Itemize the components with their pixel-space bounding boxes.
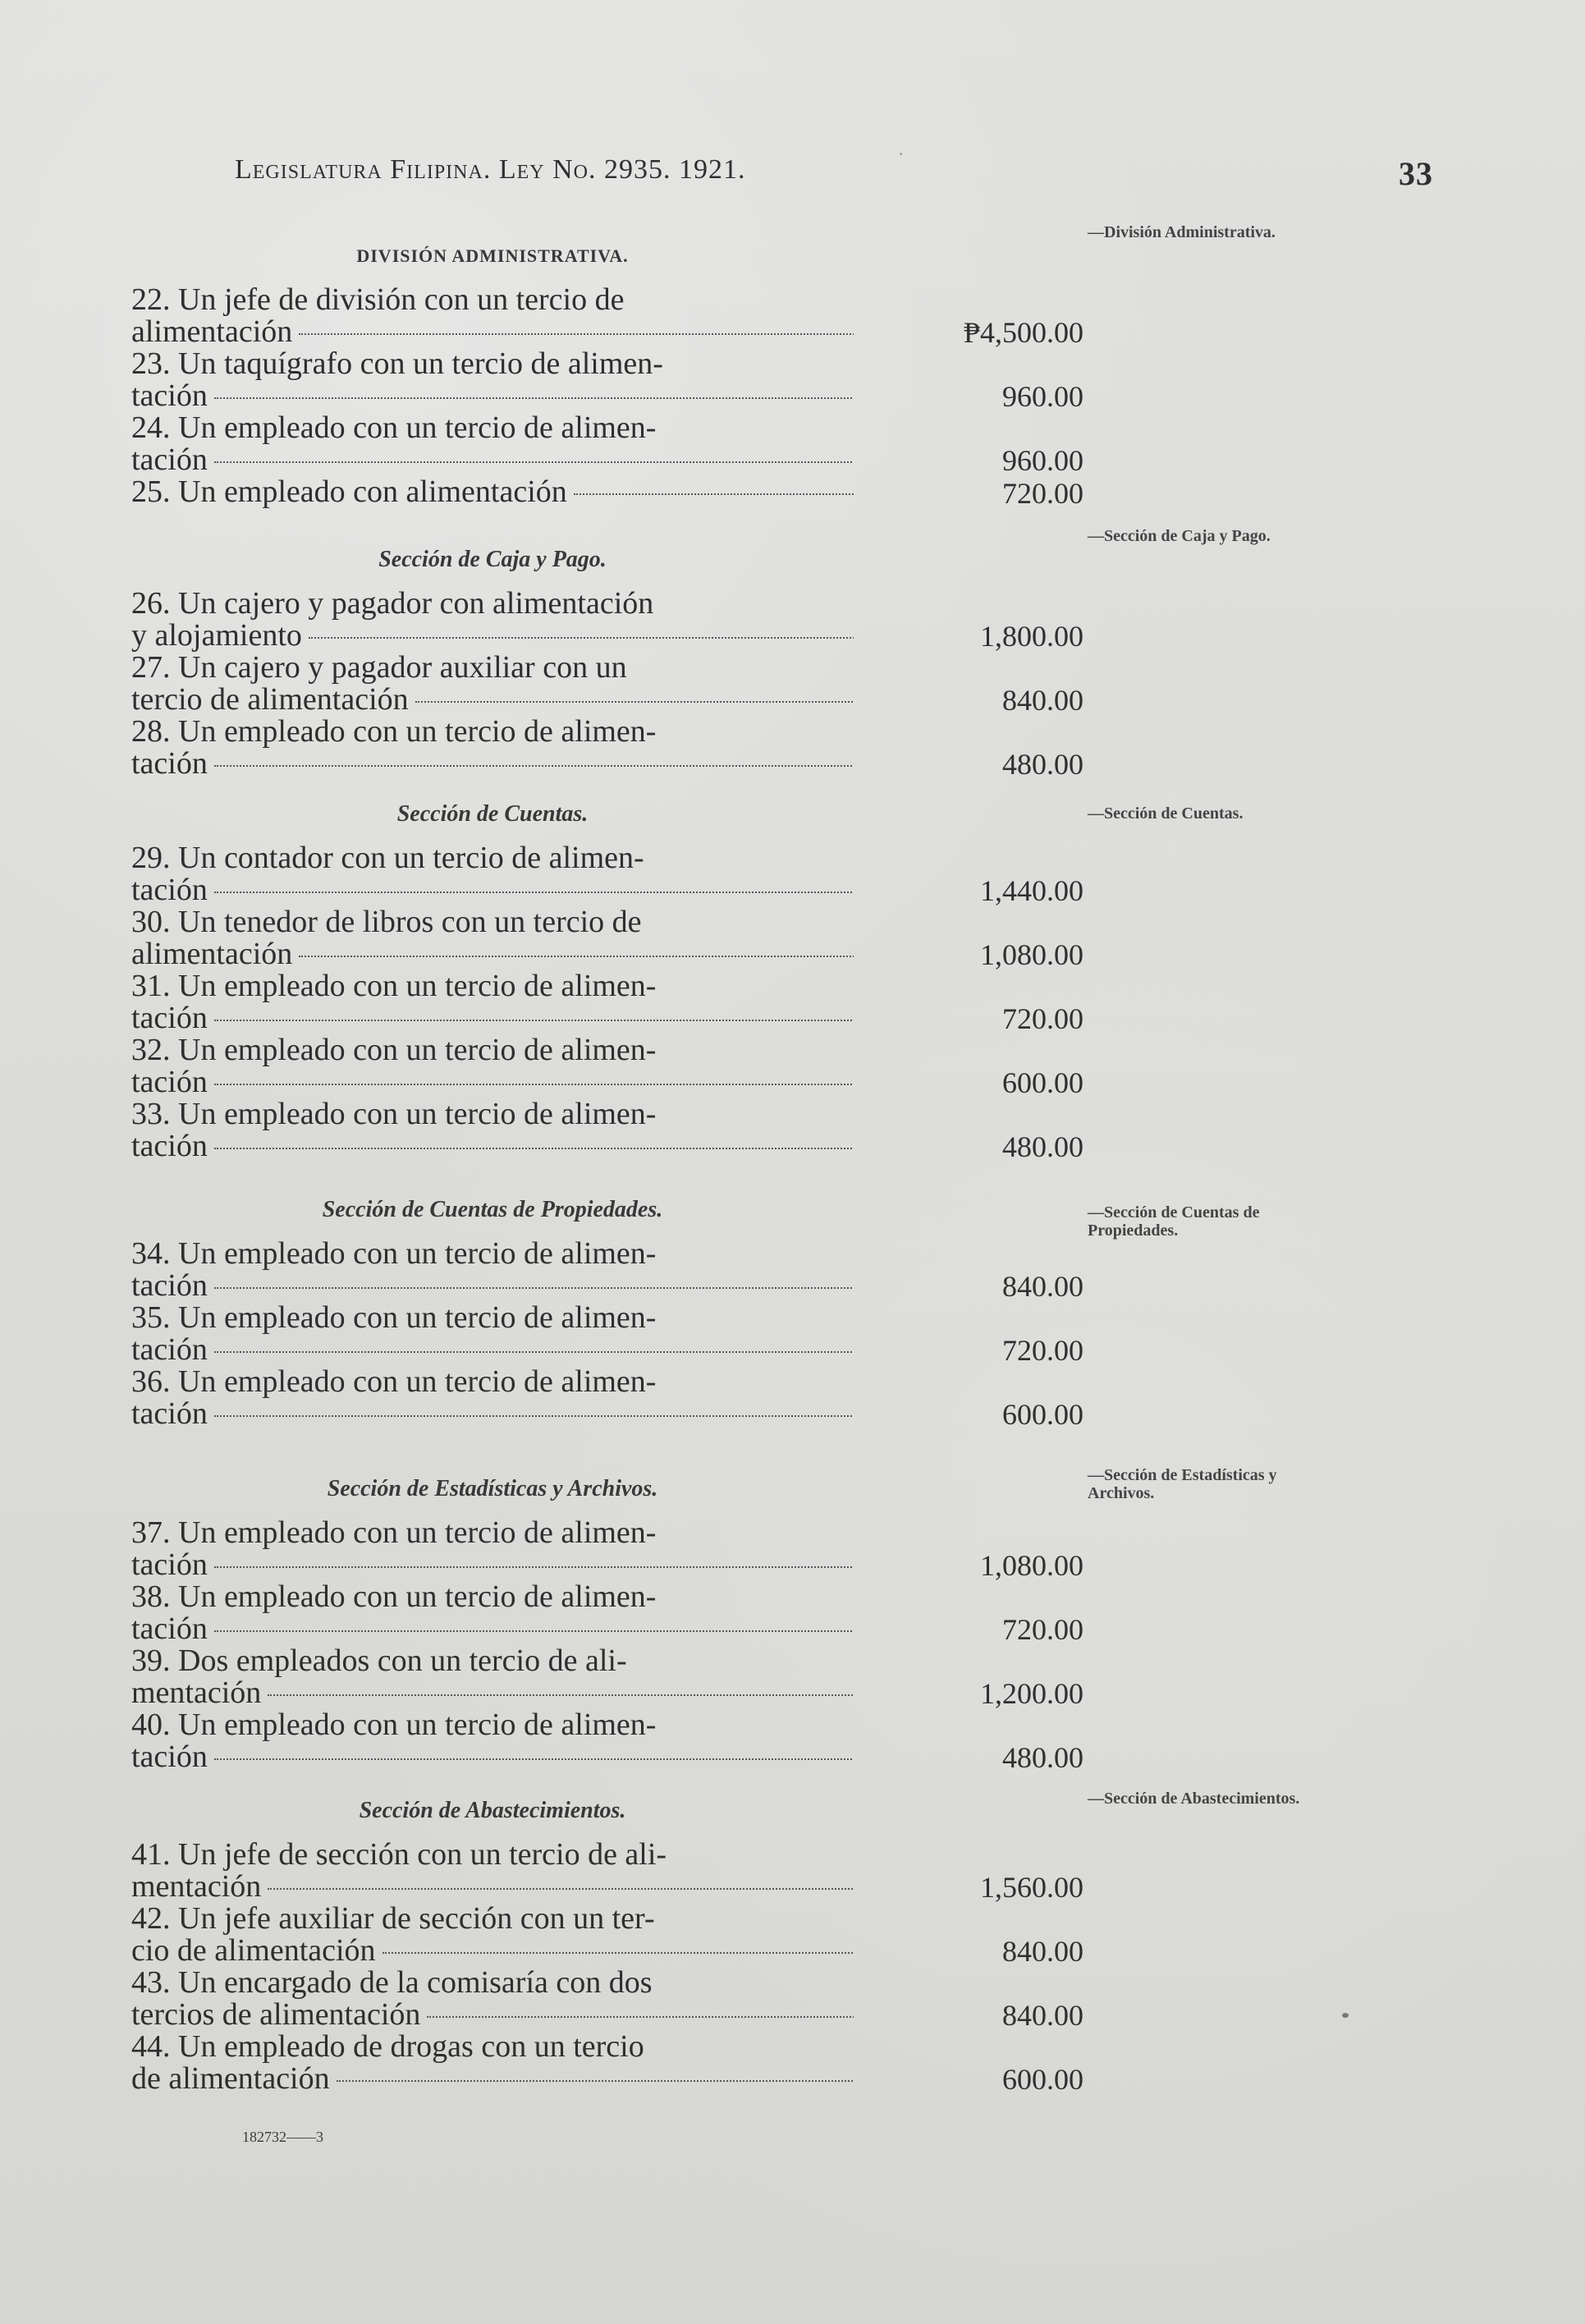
budget-entry (131, 970, 1083, 1034)
entry-amount: 1,800.00 (980, 620, 1083, 653)
entry-amount: ₱4,500.00 (963, 316, 1083, 349)
entry-amount: 480.00 (1002, 748, 1083, 781)
margin-note: —Sección de Cuentas. (1088, 804, 1244, 823)
entry-amount: 840.00 (1002, 1999, 1083, 2032)
entry-description (131, 1238, 854, 1302)
entry-line: 42. Un jefe auxiliar de sección con un ter- (131, 1903, 655, 1935)
entry-amount: 1,440.00 (980, 874, 1083, 907)
running-head: Legislatura Filipina. Ley No. 2935. 1921. (235, 154, 746, 185)
entry-line-continued: tación (131, 1741, 854, 1773)
entry-line: 32. Un empleado con un tercio de alimen- (131, 1034, 657, 1066)
entry-line: 37. Un empleado con un tercio de alimen- (131, 1517, 657, 1549)
budget-section (131, 1461, 1083, 1773)
entry-amount: 1,080.00 (980, 1549, 1083, 1582)
section-title: Sección de Estadísticas y Archivos. (327, 1476, 658, 1501)
entry-description (131, 476, 854, 508)
budget-entry (131, 1302, 1083, 1366)
entry-description (131, 1709, 854, 1773)
budget-entry (131, 1034, 1083, 1098)
entry-amount: 600.00 (1002, 1398, 1083, 1431)
entry-description (131, 1967, 854, 2031)
budget-entry (131, 1903, 1083, 1967)
budget-section (131, 1783, 1083, 2095)
budget-entry (131, 842, 1083, 906)
entry-description (131, 1517, 854, 1581)
entry-line-continued: tación (131, 1549, 854, 1581)
budget-entry (131, 1709, 1083, 1773)
entry-line: 43. Un encargado de la comisaría con dos (131, 1967, 653, 1999)
entry-line: 39. Dos empleados con un tercio de ali- (131, 1645, 627, 1677)
budget-section (131, 532, 1083, 780)
entry-amount: 600.00 (1002, 2063, 1083, 2096)
budget-entry (131, 1839, 1083, 1903)
budget-entry (131, 1581, 1083, 1645)
entry-line: 33. Un empleado con un tercio de alimen- (131, 1098, 657, 1130)
budget-entry (131, 1098, 1083, 1162)
entry-description (131, 2031, 854, 2095)
entry-amount: 840.00 (1002, 1270, 1083, 1303)
section-title: Sección de Abastecimientos. (359, 1798, 626, 1823)
entry-amount: 960.00 (1002, 444, 1083, 477)
entry-line: 29. Un contador con un tercio de alimen- (131, 842, 644, 874)
footer-mark: 182732——3 (242, 2129, 323, 2145)
entry-description (131, 1581, 854, 1645)
entry-amount: 600.00 (1002, 1066, 1083, 1099)
entry-amount: 720.00 (1002, 1002, 1083, 1035)
budget-entry (131, 476, 1083, 540)
entry-line-continued: tación (131, 1334, 854, 1366)
entry-line-continued: tercios de alimentación (131, 1999, 854, 2031)
entry-line: 35. Un empleado con un tercio de alimen- (131, 1302, 657, 1334)
entry-line-continued: tación (131, 1613, 854, 1645)
entry-amount: 1,080.00 (980, 938, 1083, 971)
entry-amount: 960.00 (1002, 380, 1083, 413)
entry-description (131, 970, 854, 1034)
entry-amount: 840.00 (1002, 684, 1083, 717)
ink-speck (1342, 2013, 1349, 2018)
entry-line-continued: tación (131, 1066, 854, 1098)
budget-entry (131, 652, 1083, 716)
budget-entry (131, 716, 1083, 780)
entry-amount: 1,200.00 (980, 1677, 1083, 1710)
budget-entry (131, 2031, 1083, 2095)
margin-note: —Sección de Cuentas de Propiedades. (1088, 1203, 1260, 1240)
entry-line: 36. Un empleado con un tercio de alimen- (131, 1366, 657, 1398)
entry-description (131, 1645, 854, 1709)
entry-line-continued: tación (131, 380, 854, 412)
entry-line-continued: alimentación (131, 938, 854, 970)
entry-line-continued: y alojamiento (131, 620, 854, 652)
budget-section (131, 228, 1083, 540)
entry-line: 44. Un empleado de drogas con un tercio (131, 2031, 644, 2063)
entry-line: 41. Un jefe de sección con un tercio de ali- (131, 1839, 667, 1871)
entry-description (131, 1839, 854, 1903)
entry-amount: 1,560.00 (980, 1871, 1083, 1904)
page-header (235, 154, 1433, 204)
entry-line-continued: cio de alimentación (131, 1935, 854, 1967)
entry-description (131, 412, 854, 476)
entry-line-continued: tación (131, 1130, 854, 1162)
entry-description (131, 588, 854, 652)
entry-amount: 720.00 (1002, 1334, 1083, 1367)
entry-amount: 840.00 (1002, 1935, 1083, 1968)
budget-entry (131, 348, 1083, 412)
entry-line: 22. Un jefe de división con un tercio de (131, 284, 625, 316)
ink-speck (900, 153, 902, 155)
entry-line: 28. Un empleado con un tercio de alimen- (131, 716, 657, 748)
entry-description (131, 1903, 854, 1967)
entry-description (131, 652, 854, 716)
budget-entry (131, 412, 1083, 476)
entry-amount: 720.00 (1002, 477, 1083, 510)
entry-line-continued: alimentación (131, 316, 854, 348)
entry-line: 30. Un tenedor de libros con un tercio de (131, 906, 642, 938)
entry-description (131, 1098, 854, 1162)
entry-line-continued: tación (131, 1002, 854, 1034)
budget-section (131, 1182, 1083, 1430)
budget-entry (131, 588, 1083, 652)
page-number: 33 (1399, 155, 1433, 192)
entry-line: 40. Un empleado con un tercio de alimen- (131, 1709, 657, 1741)
budget-entry (131, 1366, 1083, 1430)
entry-description (131, 1034, 854, 1098)
entry-line-continued: tación (131, 1398, 854, 1430)
entry-line: 34. Un empleado con un tercio de alimen- (131, 1238, 657, 1270)
entry-line-continued: tercio de alimentación (131, 684, 854, 716)
budget-entry (131, 1517, 1083, 1581)
budget-entry (131, 1967, 1083, 2031)
entry-line: 27. Un cajero y pagador auxiliar con un (131, 652, 627, 684)
budget-entry (131, 906, 1083, 970)
section-title: Sección de Caja y Pago. (378, 547, 607, 572)
entry-line-continued: tación (131, 874, 854, 906)
section-title: DIVISIÓN ADMINISTRATIVA. (356, 245, 629, 266)
budget-entry (131, 284, 1083, 348)
entry-description (131, 906, 854, 970)
margin-note: —Sección de Estadísticas y Archivos. (1088, 1466, 1277, 1502)
entry-line: 24. Un empleado con un tercio de alimen- (131, 412, 657, 444)
section-title: Sección de Cuentas. (396, 801, 589, 827)
entry-description (131, 1366, 854, 1430)
budget-entry (131, 1238, 1083, 1302)
entry-description (131, 842, 854, 906)
margin-note: —División Administrativa. (1088, 223, 1276, 241)
entry-line-continued: de alimentación (131, 2063, 854, 2095)
entry-line: 26. Un cajero y pagador con alimentación (131, 588, 654, 620)
entry-line: 25. Un empleado con alimentación (131, 476, 854, 508)
budget-entry (131, 1645, 1083, 1709)
entry-line: 38. Un empleado con un tercio de alimen- (131, 1581, 657, 1613)
entry-line-continued: tación (131, 1270, 854, 1302)
entry-amount: 480.00 (1002, 1130, 1083, 1163)
entry-amount: 720.00 (1002, 1613, 1083, 1646)
entry-line-continued: tación (131, 748, 854, 780)
margin-note: —Sección de Caja y Pago. (1088, 527, 1271, 545)
entry-description (131, 284, 854, 348)
budget-section (131, 786, 1083, 1162)
entry-description (131, 1302, 854, 1366)
entry-description (131, 716, 854, 780)
section-title: Sección de Cuentas de Propiedades. (322, 1197, 663, 1222)
entry-description (131, 348, 854, 412)
entry-line-continued: mentación (131, 1677, 854, 1709)
entry-line: 23. Un taquígrafo con un tercio de alimen- (131, 348, 663, 380)
entry-line-continued: tación (131, 444, 854, 476)
margin-note: —Sección de Abastecimientos. (1088, 1790, 1300, 1808)
entry-line: 31. Un empleado con un tercio de alimen- (131, 970, 657, 1002)
entry-amount: 480.00 (1002, 1741, 1083, 1774)
entry-line-continued: mentación (131, 1871, 854, 1903)
